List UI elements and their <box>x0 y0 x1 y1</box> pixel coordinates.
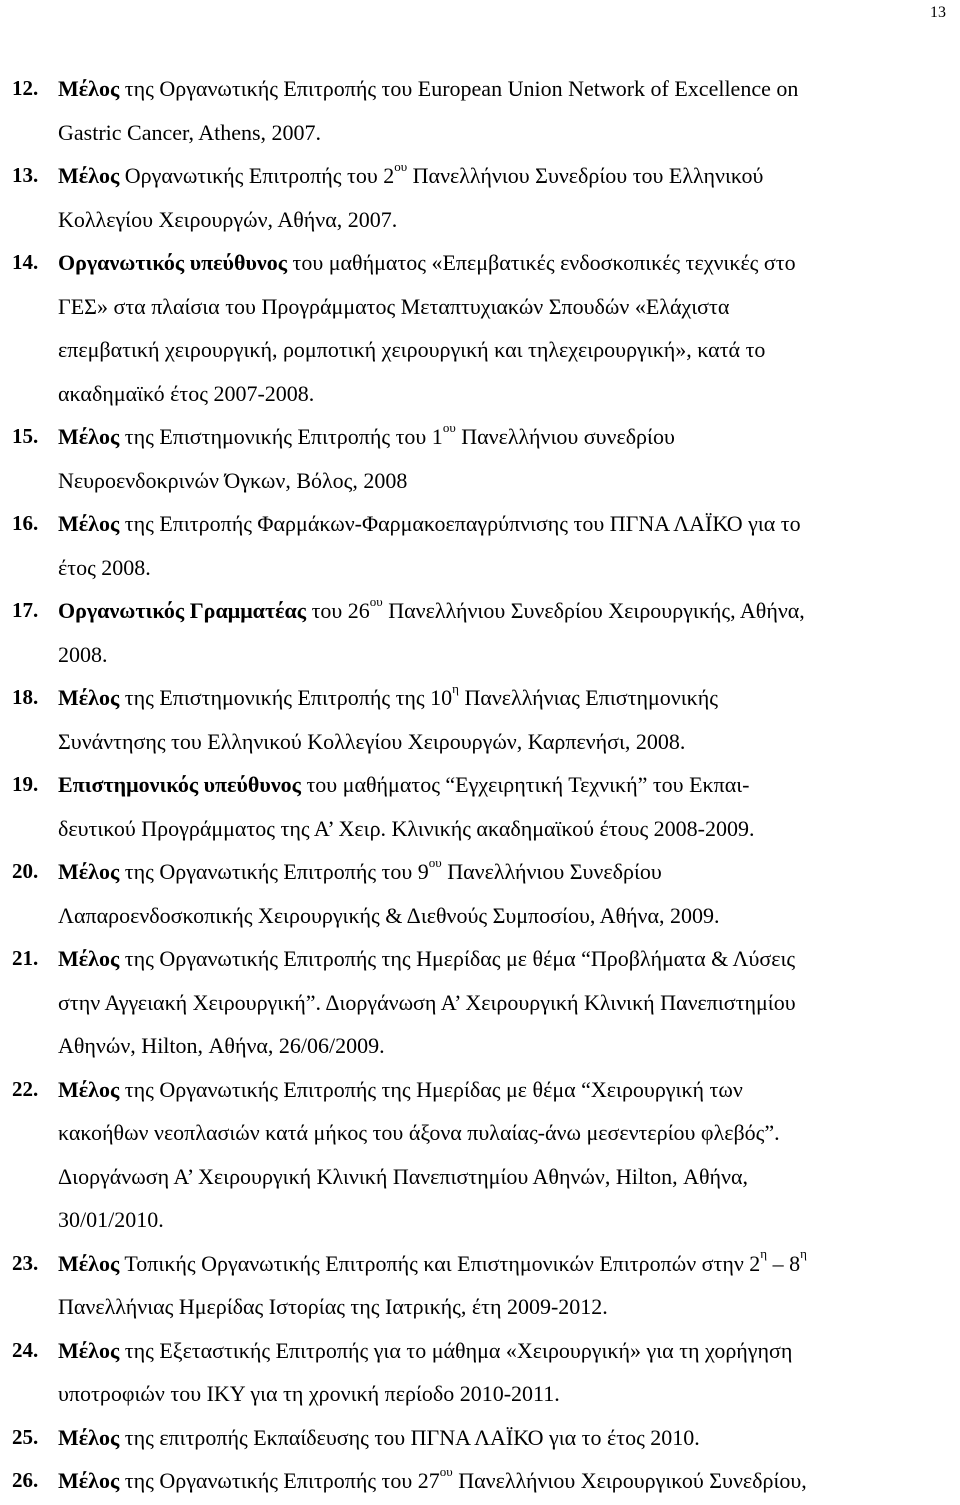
item-number: 18. <box>12 685 39 709</box>
item-role: Μέλος <box>58 76 120 101</box>
item-number: 25. <box>12 1424 39 1449</box>
item-text: Gastric Cancer, Athens, 2007. <box>58 119 322 145</box>
list-item <box>12 154 942 241</box>
item-number: 16. <box>12 511 39 535</box>
superscript: ου <box>428 854 442 870</box>
item-text: Πανελλήνιου Συνεδρίου Χειρουργικής, Αθήνα, <box>382 598 805 623</box>
item-text: του μαθήματος “Εγχειρητική Τεχνική” του Εκπαι- <box>300 772 750 797</box>
item-number: 13. <box>12 163 39 187</box>
item-line <box>58 1372 942 1416</box>
item-number: 14. <box>12 250 39 274</box>
item-text: Πανελλήνιας Επιστημονικής <box>458 685 718 710</box>
item-text: υποτροφιών του ΙΚΥ για τη χρονική περίοδο 2010-2011. <box>58 1381 560 1406</box>
item-text: κακοήθων νεοπλασιών κατά μήκος του άξονα πυλαίας-άνω μεσεντερίου φλεβός”. <box>58 1120 780 1145</box>
item-text: Διοργάνωση Α’ Χειρουργική Κλινική Πανεπιστημίου Αθηνών, Hilton, Αθήνα, <box>58 1163 748 1189</box>
item-line <box>58 633 942 677</box>
item-number: 19. <box>12 772 39 796</box>
item-number: 12. <box>12 76 39 100</box>
item-role: Μέλος <box>58 1337 120 1363</box>
list-item <box>12 676 942 763</box>
item-line <box>58 850 942 894</box>
item-line <box>58 502 942 546</box>
superscript: ου <box>442 419 456 435</box>
list-item <box>12 241 942 415</box>
superscript: η <box>800 1246 807 1262</box>
activity-list <box>12 67 942 1503</box>
list-item <box>12 415 942 502</box>
item-text: Νευροενδοκρινών Όγκων, Βόλος, 2008 <box>58 467 408 493</box>
item-text: Πανελλήνιου Συνεδρίου <box>441 859 662 884</box>
item-role: Μέλος <box>58 511 120 536</box>
item-number: 24. <box>12 1337 39 1362</box>
item-line <box>58 546 942 590</box>
item-text: της Οργανωτικής Επιτροπής του 27 <box>119 1468 440 1493</box>
item-line <box>58 198 942 242</box>
item-line <box>58 1111 942 1155</box>
item-role: Μέλος <box>58 424 120 449</box>
item-number: 15. <box>12 424 39 448</box>
item-text: – 8 <box>767 1250 801 1276</box>
item-text: Κολλεγίου Χειρουργών, Αθήνα, 2007. <box>58 206 398 232</box>
superscript: ου <box>439 1463 453 1479</box>
list-item <box>12 937 942 1068</box>
item-text: της Οργανωτικής Επιτροπής της Ημερίδας με θέμα “Προβλήματα & Λύσεις <box>119 946 796 971</box>
item-line <box>58 372 942 416</box>
item-text: Αθηνών, Hilton, Αθήνα, 26/06/2009. <box>58 1033 385 1058</box>
page-number: 13 <box>930 4 946 21</box>
superscript: η <box>452 680 459 696</box>
item-text: της Εξεταστικής Επιτροπής για το μάθημα «Χειρουργική» για τη χορήγηση <box>119 1337 793 1363</box>
item-text: της Οργανωτικής Επιτροπής του 9 <box>119 859 429 884</box>
item-text: του 26 <box>306 598 370 623</box>
list-item <box>12 502 942 589</box>
item-text: της Οργανωτικής Επιτροπής του European Union Network of Excellence on <box>119 76 799 101</box>
item-role: Μέλος <box>58 685 120 710</box>
item-text: Οργανωτικής Επιτροπής του 2 <box>119 163 395 188</box>
item-text: επεμβατική χειρουργική, ρομποτική χειρουργική και τηλεχειρουργική», κατά το <box>58 337 766 362</box>
item-line <box>58 1155 942 1199</box>
item-line <box>58 241 942 285</box>
item-text: του μαθήματος «Επεμβατικές ενδοσκοπικές τεχνικές στο <box>287 250 796 275</box>
item-line <box>58 676 942 720</box>
item-text: της Επιστημονικής Επιτροπής της 10 <box>119 685 453 710</box>
item-text: Συνάντησης του Ελληνικού Κολλεγίου Χειρουργών, Καρπενήσι, 2008. <box>58 728 686 754</box>
item-number: 21. <box>12 946 39 970</box>
item-text: Πανελλήνιας Ημερίδας Ιστορίας της Ιατρικής, έτη 2009-2012. <box>58 1294 608 1319</box>
item-number: 17. <box>12 598 39 622</box>
item-line <box>58 1459 942 1503</box>
item-line <box>58 1416 942 1460</box>
item-line <box>58 894 942 938</box>
item-text: 2008. <box>58 641 108 667</box>
list-item <box>12 850 942 937</box>
item-text: της επιτροπής Εκπαίδευσης του ΠΓΝΑ ΛΑΪΚΟ για το έτος 2010. <box>119 1424 700 1450</box>
list-item <box>12 589 942 676</box>
item-line <box>58 285 942 329</box>
item-text: Πανελλήνιου Χειρουργικού Συνεδρίου, <box>452 1468 807 1493</box>
item-line <box>58 1285 942 1329</box>
item-line <box>58 67 942 111</box>
item-role: Επιστημονικός υπεύθυνος <box>58 772 301 797</box>
item-role: Οργανωτικός Γραμματέας <box>58 598 307 623</box>
item-line <box>58 111 942 155</box>
item-role: Μέλος <box>58 163 120 188</box>
item-text: της Επιτροπής Φαρμάκων-Φαρμακοεπαγρύπνισης του ΠΓΝΑ ΛΑΪΚΟ για το <box>119 511 801 536</box>
item-text: της Οργανωτικής Επιτροπής της Ημερίδας με θέμα “Χειρουργική των <box>119 1076 743 1102</box>
item-text: Τοπικής Οργανωτικής Επιτροπής και Επιστημονικών Επιτροπών στην 2 <box>119 1250 761 1276</box>
item-role: Μέλος <box>58 1424 120 1450</box>
item-line <box>58 1242 942 1286</box>
item-text: ακαδημαϊκό έτος 2007-2008. <box>58 380 315 406</box>
item-line <box>58 807 942 851</box>
item-text: της Επιστημονικής Επιτροπής του 1 <box>119 424 443 449</box>
item-role: Μέλος <box>58 1250 120 1276</box>
item-role: Μέλος <box>58 946 120 971</box>
list-item <box>12 1329 942 1416</box>
list-item <box>12 67 942 154</box>
item-line <box>58 981 942 1025</box>
item-line <box>58 459 942 503</box>
superscript: η <box>760 1246 768 1262</box>
item-role: Μέλος <box>58 859 120 884</box>
item-line <box>58 763 942 807</box>
superscript: ου <box>369 593 383 609</box>
list-item <box>12 1242 942 1329</box>
item-number: 23. <box>12 1250 39 1275</box>
item-line <box>58 937 942 981</box>
item-number: 26. <box>12 1468 39 1492</box>
item-text: Λαπαροενδοσκοπικής Χειρουργικής & Διεθνούς Συμποσίου, Αθήνα, 2009. <box>58 902 720 928</box>
list-item <box>12 1459 942 1503</box>
item-line <box>58 1198 942 1242</box>
item-text: έτος 2008. <box>58 554 151 580</box>
item-line <box>58 1068 942 1112</box>
item-text: δευτικού Προγράμματος της Α’ Χειρ. Κλινικής ακαδημαϊκού έτους 2008-2009. <box>58 815 755 841</box>
superscript: ου <box>394 158 408 174</box>
item-text: Πανελλήνιου συνεδρίου <box>455 424 675 449</box>
item-role: Οργανωτικός υπεύθυνος <box>58 250 287 275</box>
item-number: 20. <box>12 859 39 883</box>
item-line <box>58 328 942 372</box>
item-line <box>58 154 942 198</box>
item-text: ΓΕΣ» στα πλαίσια του Προγράμματος Μεταπτυχιακών Σπουδών «Ελάχιστα <box>58 293 730 319</box>
item-number: 22. <box>12 1076 39 1101</box>
item-role: Μέλος <box>58 1468 120 1493</box>
item-role: Μέλος <box>58 1076 120 1102</box>
list-item <box>12 1068 942 1242</box>
item-text: στην Αγγειακή Χειρουργική”. Διοργάνωση Α’ Χειρουργική Κλινική Πανεπιστημίου <box>58 989 796 1015</box>
item-line <box>58 1329 942 1373</box>
item-line <box>58 415 942 459</box>
item-text: Πανελλήνιου Συνεδρίου του Ελληνικού <box>407 163 764 188</box>
item-line <box>58 720 942 764</box>
item-line <box>58 1024 942 1068</box>
item-text: 30/01/2010. <box>58 1207 164 1232</box>
item-line <box>58 589 942 633</box>
list-item <box>12 1416 942 1460</box>
list-item <box>12 763 942 850</box>
